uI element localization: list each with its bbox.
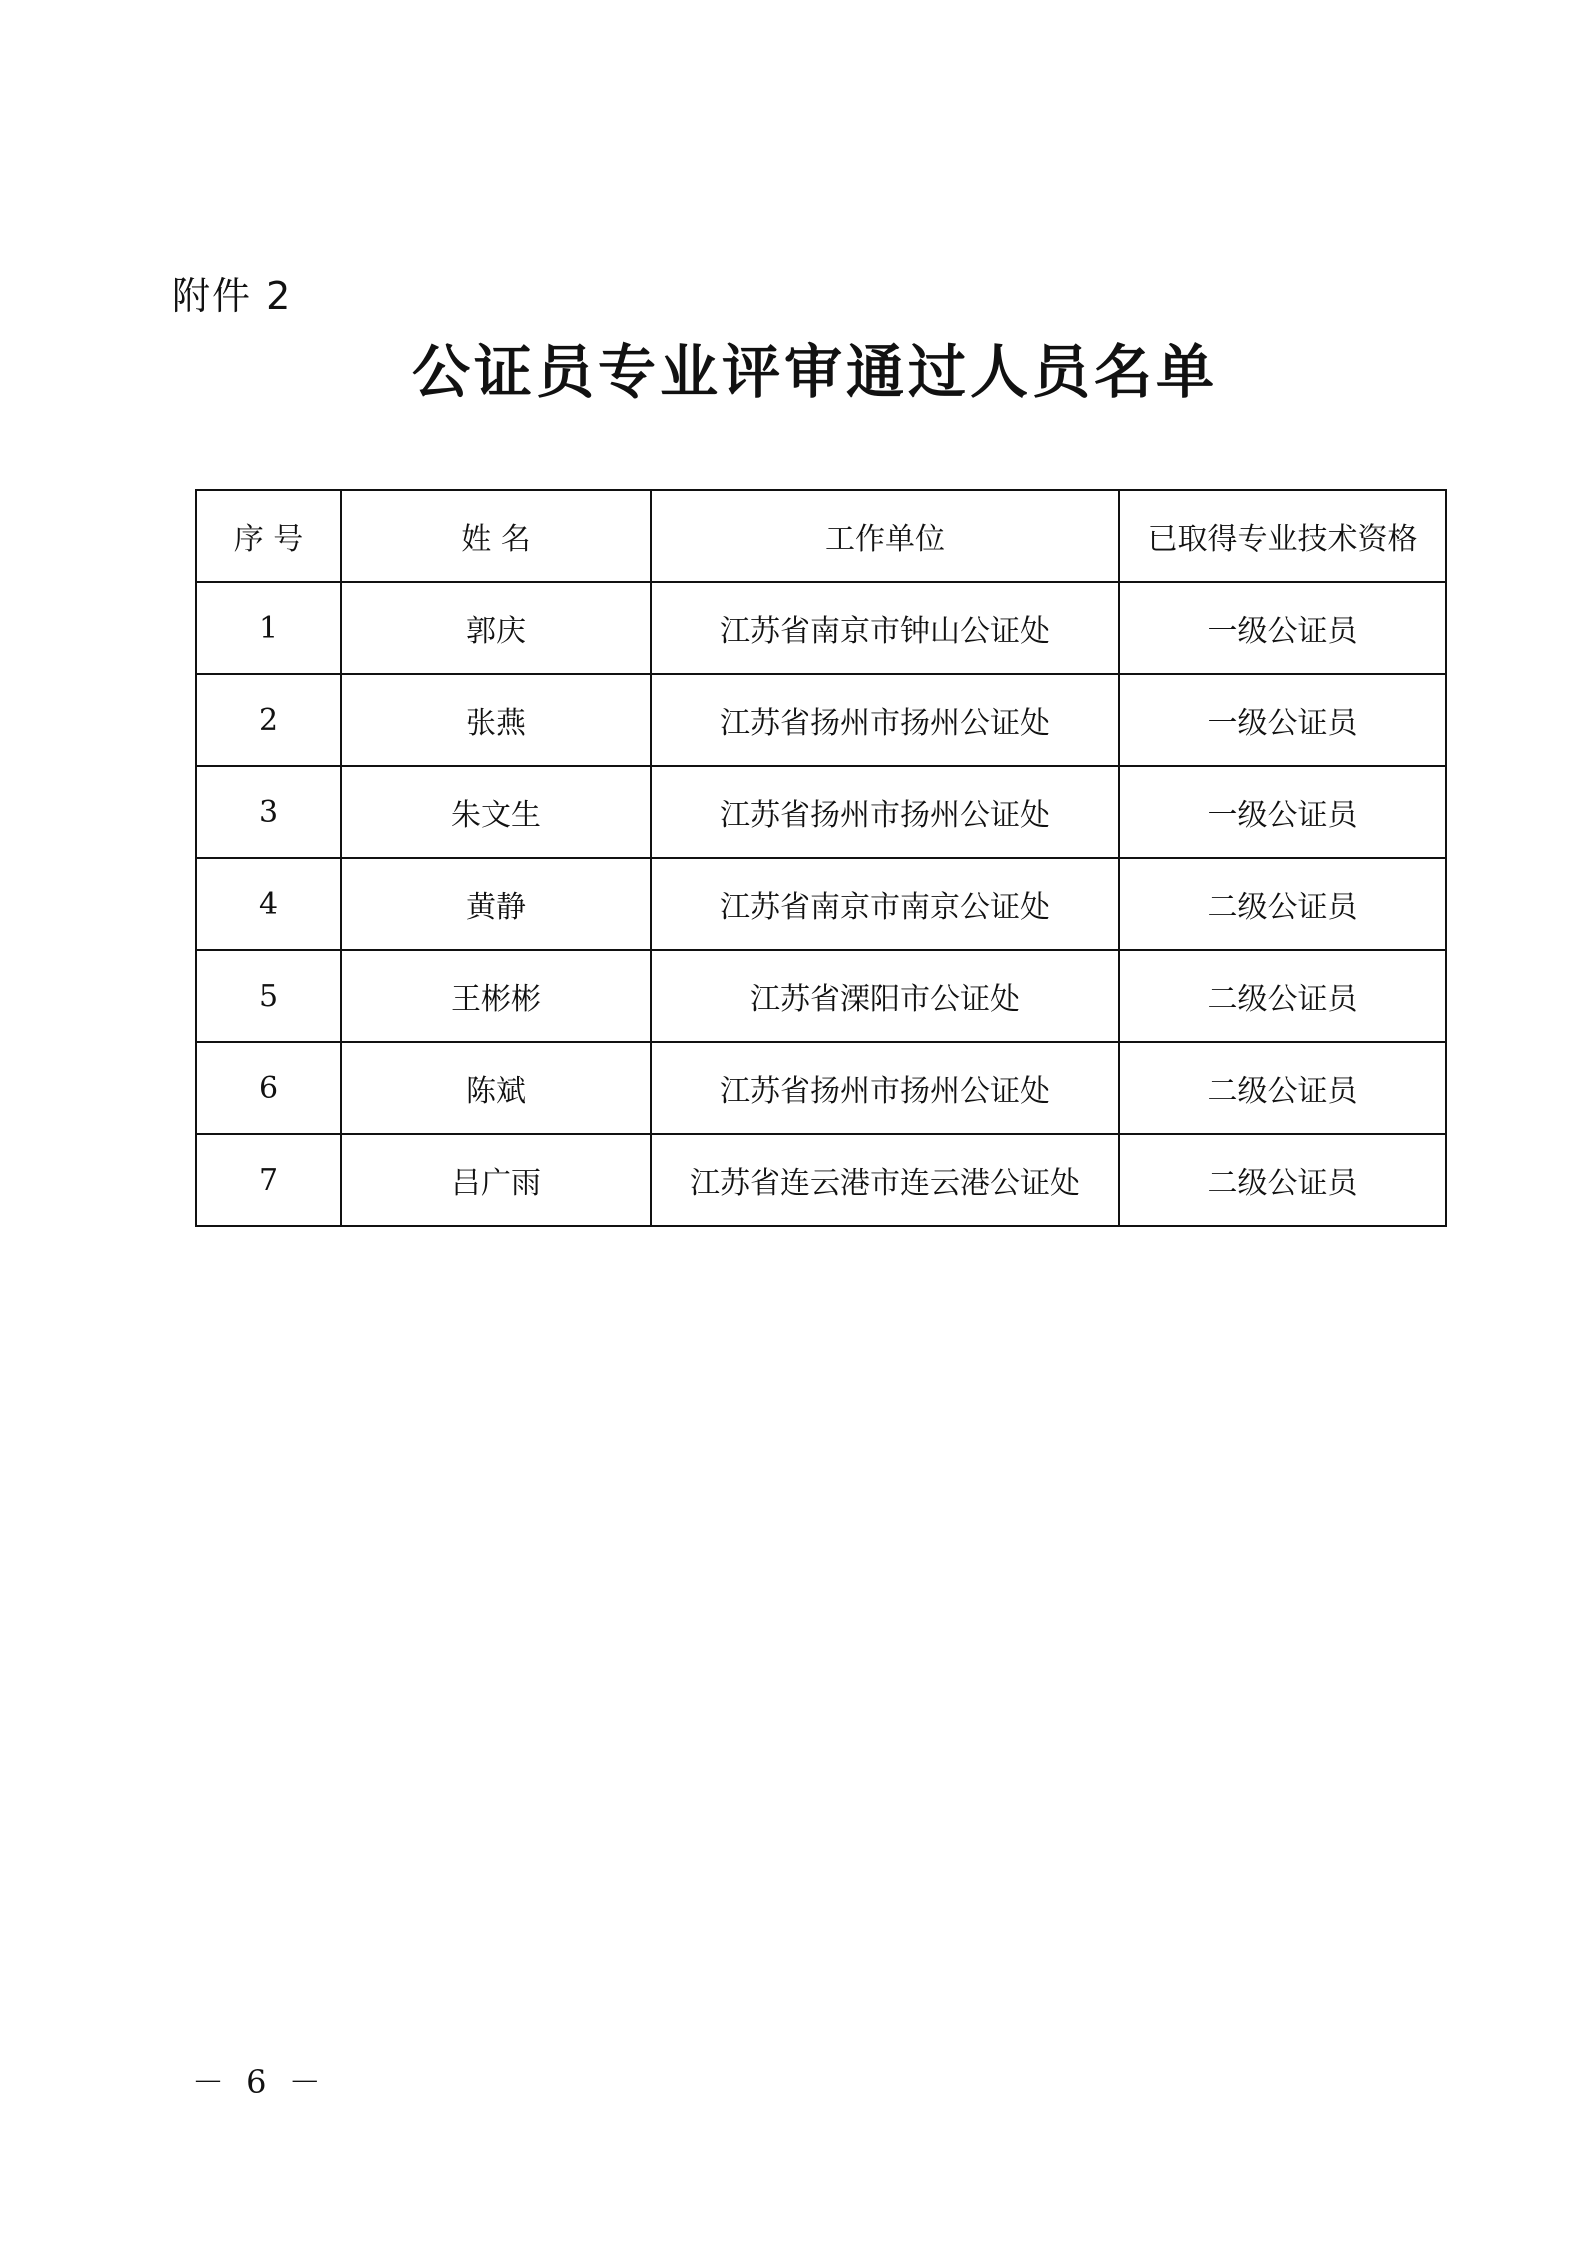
- cell-index: 6: [196, 1042, 341, 1134]
- table-row: [196, 858, 1446, 950]
- cell-work-unit: 江苏省南京市钟山公证处: [651, 582, 1119, 674]
- cell-qualification: 二级公证员: [1119, 1042, 1446, 1134]
- page-number: － 6 －: [192, 2063, 327, 2101]
- cell-index: 4: [196, 858, 341, 950]
- document-title: 公证员专业评审通过人员名单: [411, 338, 1218, 406]
- cell-name: 郭庆: [341, 582, 651, 674]
- cell-qualification: 二级公证员: [1119, 1134, 1446, 1226]
- cell-index: 1: [196, 582, 341, 674]
- cell-name: 吕广雨: [341, 1134, 651, 1226]
- roster-table: [195, 489, 1447, 1227]
- cell-qualification: 二级公证员: [1119, 950, 1446, 1042]
- cell-index: 2: [196, 674, 341, 766]
- table-row: [196, 766, 1446, 858]
- cell-index: 3: [196, 766, 341, 858]
- header-work-unit: 工作单位: [651, 490, 1119, 582]
- cell-index: 5: [196, 950, 341, 1042]
- table-row: [196, 582, 1446, 674]
- cell-qualification: 一级公证员: [1119, 582, 1446, 674]
- cell-qualification: 二级公证员: [1119, 858, 1446, 950]
- cell-work-unit: 江苏省扬州市扬州公证处: [651, 674, 1119, 766]
- table-row: [196, 1134, 1446, 1226]
- cell-name: 黄静: [341, 858, 651, 950]
- cell-name: 张燕: [341, 674, 651, 766]
- cell-work-unit: 江苏省溧阳市公证处: [651, 950, 1119, 1042]
- header-index: 序 号: [196, 490, 341, 582]
- cell-work-unit: 江苏省扬州市扬州公证处: [651, 1042, 1119, 1134]
- cell-index: 7: [196, 1134, 341, 1226]
- header-name: 姓 名: [341, 490, 651, 582]
- cell-name: 王彬彬: [341, 950, 651, 1042]
- cell-name: 朱文生: [341, 766, 651, 858]
- table-row: [196, 950, 1446, 1042]
- cell-work-unit: 江苏省连云港市连云港公证处: [651, 1134, 1119, 1226]
- table-row: [196, 1042, 1446, 1134]
- cell-work-unit: 江苏省扬州市扬州公证处: [651, 766, 1119, 858]
- roster-table-body: [196, 582, 1446, 1226]
- cell-qualification: 一级公证员: [1119, 674, 1446, 766]
- cell-name: 陈斌: [341, 1042, 651, 1134]
- cell-qualification: 一级公证员: [1119, 766, 1446, 858]
- roster-table-header: [196, 490, 1446, 582]
- header-row: [196, 490, 1446, 582]
- header-qualification: 已取得专业技术资格: [1119, 490, 1446, 582]
- attachment-label: 附件 2: [172, 274, 293, 318]
- table-row: [196, 674, 1446, 766]
- cell-work-unit: 江苏省南京市南京公证处: [651, 858, 1119, 950]
